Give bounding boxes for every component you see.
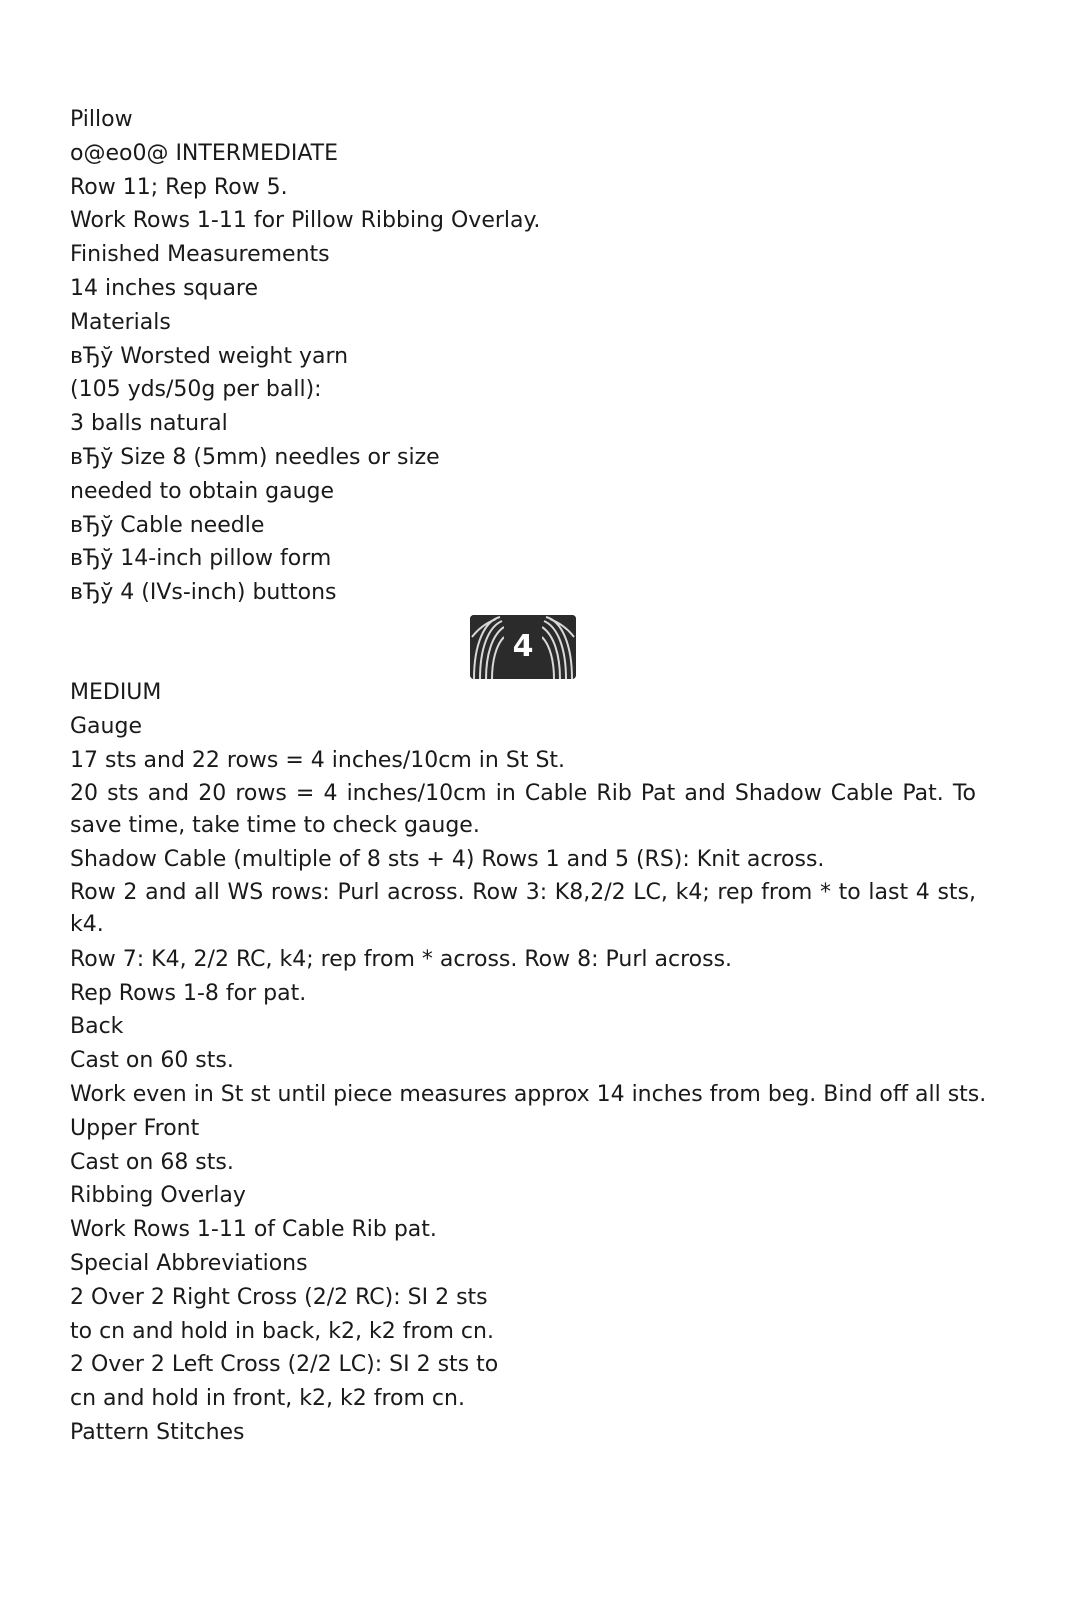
materials-item: вЂў Worsted weight yarn [70, 343, 349, 369]
yarn-weight-symbol-row [70, 611, 976, 677]
text-line: 2 Over 2 Right Cross (2/2 RC): SI 2 sts [70, 1284, 488, 1310]
section-heading-materials: Materials [70, 309, 171, 335]
section-heading-ribbing-overlay: Ribbing Overlay [70, 1183, 246, 1209]
row-instructions-paragraph: Row 2 and all WS rows: Purl across. Row 3: K8,2/2 LC, k4; rep from * to last 4 sts, k4. [70, 880, 976, 938]
text-line: 14 inches square [70, 275, 259, 301]
text-line: Cast on 60 sts. [70, 1048, 234, 1074]
text-line: 17 sts and 22 rows = 4 inches/10cm in St St. [70, 748, 566, 774]
text-line: (105 yds/50g per ball): [70, 377, 322, 403]
materials-item: вЂў 14-inch pillow form [70, 546, 332, 572]
yarn-weight-label: MEDIUM [70, 680, 162, 706]
section-heading-upper-front: Upper Front [70, 1115, 200, 1141]
yarn-weight-medium-icon [470, 615, 576, 679]
text-line: Work even in St st until piece measures approx 14 inches from beg. Bind off all sts. [70, 1082, 987, 1108]
text-line: Cast on 68 sts. [70, 1149, 234, 1175]
section-heading-gauge: Gauge [70, 714, 142, 740]
gauge-paragraph: 20 sts and 20 rows = 4 inches/10cm in Cable Rib Pat and Shadow Cable Pat. To save time, take time to check gauge. [70, 780, 976, 838]
materials-item: вЂў 4 (IVs-inch) buttons [70, 580, 337, 606]
text-line: Row 11; Rep Row 5. [70, 174, 288, 200]
skill-level: o@eo0@ INTERMEDIATE [70, 140, 339, 166]
materials-item: вЂў Size 8 (5mm) needles or size [70, 444, 440, 470]
text-line: Shadow Cable (multiple of 8 sts + 4) Rows 1 and 5 (RS): Knit across. [70, 847, 825, 873]
text-line: Rep Rows 1-8 for pat. [70, 980, 307, 1006]
text-line: cn and hold in front, k2, k2 from cn. [70, 1386, 465, 1412]
section-heading-finished-measurements: Finished Measurements [70, 242, 330, 268]
text-line: needed to obtain gauge [70, 478, 335, 504]
section-heading-back: Back [70, 1014, 124, 1040]
title: Pillow [70, 107, 133, 132]
section-heading-pattern-stitches: Pattern Stitches [70, 1419, 245, 1445]
text-line: Work Rows 1-11 of Cable Rib pat. [70, 1217, 437, 1243]
pattern-text [70, 103, 987, 1450]
text-line: 2 Over 2 Left Cross (2/2 LC): SI 2 sts to [70, 1352, 499, 1378]
materials-item: вЂў Cable needle [70, 512, 265, 538]
text-line: to cn and hold in back, k2, k2 from cn. [70, 1318, 494, 1344]
section-heading-special-abbreviations: Special Abbreviations [70, 1251, 308, 1276]
text-line: Work Rows 1-11 for Pillow Ribbing Overlay. [70, 208, 541, 234]
yarn-weight-number: 4 [512, 628, 534, 664]
text-line: Row 7: K4, 2/2 RC, k4; rep from * across. Row 8: Purl across. [70, 946, 733, 972]
text-line: 3 balls natural [70, 411, 228, 437]
